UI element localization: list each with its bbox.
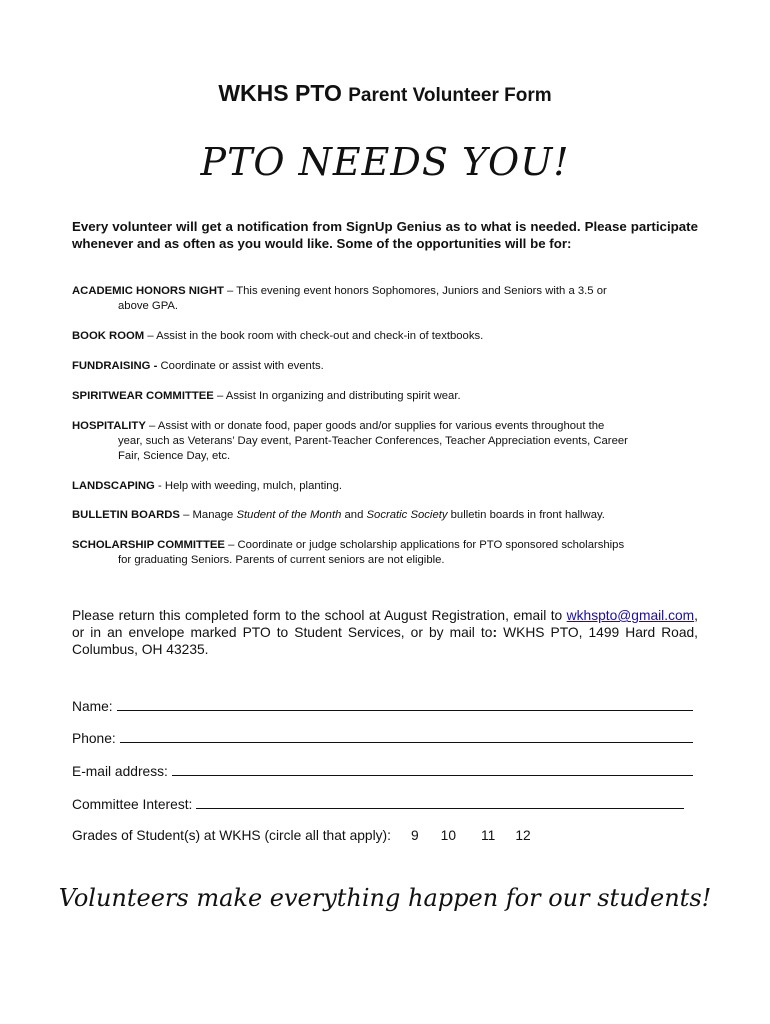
opportunity-name: ACADEMIC HONORS NIGHT	[72, 285, 224, 297]
opportunity-description-cont: for graduating Seniors. Parents of current seniors are not eligible.	[118, 554, 445, 566]
opportunity-name: FUNDRAISING -	[72, 360, 158, 372]
opportunity-name: SCHOLARSHIP COMMITTEE	[72, 539, 225, 551]
opportunity-description: Coordinate or assist with events.	[160, 360, 324, 372]
headline: PTO NEEDS YOU!	[200, 140, 570, 184]
phone-label: Phone:	[72, 731, 116, 746]
opportunity-description: Assist with or donate food, paper goods and/or supplies for various events throughout the	[157, 420, 605, 432]
phone-input-line[interactable]	[120, 729, 693, 743]
opportunity-spiritwear: SPIRITWEAR COMMITTEE – Assist In organizing and distributing spirit wear.	[72, 390, 461, 402]
opportunity-description: This evening event honors Sophomores, Juniors and Seniors with a 3.5 or	[236, 285, 607, 297]
phone-field	[72, 729, 693, 748]
form-title	[0, 80, 770, 107]
return-instructions: Please return this completed form to the school at August Registration, email to wkhspto@gmail.com, or in an envelope marked PTO to Student Services, or by mail to: WKHS PTO, 1499 Hard Road, Columbus, OH 43235.	[72, 608, 699, 657]
socratic-society-text: Socratic Society	[366, 509, 448, 521]
opportunity-description-cont: Fair, Science Day, etc.	[118, 450, 231, 462]
opportunity-description: Assist in the book room with check-out and check-in of textbooks.	[156, 330, 484, 342]
name-field	[72, 697, 693, 716]
opportunity-fundraising	[72, 359, 698, 374]
opportunity-name: HOSPITALITY	[72, 420, 146, 432]
opportunity-description: Help with weeding, mulch, planting.	[164, 480, 342, 492]
email-label: E-mail address:	[72, 764, 168, 779]
opportunity-name: BOOK ROOM	[72, 330, 145, 342]
grades-label: Grades of Student(s) at WKHS (circle all that apply):	[72, 828, 391, 843]
email-link[interactable]: wkhspto@gmail.com	[566, 608, 695, 623]
grade-option-12[interactable]: 12	[515, 828, 531, 843]
opportunity-landscaping: LANDSCAPING - Help with weeding, mulch, planting.	[72, 480, 342, 492]
opportunity-hospitality: HOSPITALITY – Assist with or donate food, paper goods and/or supplies for various events throughout the year, such as Veterans’ Day event, Parent-Teacher Conferences, Teacher Appreciation events, Career Fair, Science Day, etc.	[72, 419, 698, 464]
opportunity-bulletin-boards: BULLETIN BOARDS – Manage Student of the Month and Socratic Society bulletin boards in front hallway.	[72, 509, 605, 521]
committee-input-line[interactable]	[196, 795, 684, 809]
opportunity-scholarship: SCHOLARSHIP COMMITTEE – Coordinate or judge scholarship applications for PTO sponsored scholarships for graduating Seniors. Parents of current seniors are not eligible.	[72, 538, 698, 568]
grades-field	[72, 828, 531, 843]
email-field	[72, 762, 693, 781]
email-input-line[interactable]	[172, 762, 693, 776]
committee-label: Committee Interest:	[72, 797, 193, 812]
opportunity-book-room: BOOK ROOM – Assist in the book room with check-out and check-in of textbooks.	[72, 330, 484, 342]
opportunity-description: Assist In organizing and distributing spirit wear.	[225, 390, 461, 402]
opportunity-name: BULLETIN BOARDS	[72, 509, 180, 521]
name-label: Name:	[72, 699, 113, 714]
student-of-month-text: Student of the Month	[236, 509, 342, 521]
opportunity-academic-honors: ACADEMIC HONORS NIGHT – This evening event honors Sophomores, Juniors and Seniors with a 3.5 or above GPA.	[72, 284, 698, 314]
grade-option-10[interactable]: 10	[440, 828, 457, 843]
form-title-sub: Parent Volunteer Form	[348, 85, 552, 106]
opportunity-description-cont: above GPA.	[118, 300, 179, 312]
opportunity-description-cont: year, such as Veterans’ Day event, Parent-Teacher Conferences, Teacher Appreciation events, Career	[118, 435, 628, 447]
grade-option-9[interactable]: 9	[410, 828, 419, 843]
form-title-main: WKHS PTO	[218, 80, 342, 106]
footer-slogan: Volunteers make everything happen for our students!	[58, 884, 712, 912]
opportunity-name: LANDSCAPING	[72, 480, 155, 492]
grade-option-11[interactable]: 11	[481, 828, 496, 843]
opportunity-description: Coordinate or judge scholarship applications for PTO sponsored scholarships	[237, 539, 625, 551]
intro-paragraph: Every volunteer will get a notification from SignUp Genius as to what is needed. Please participate whenever and as often as you would like. Some of the opportunities will be for:	[72, 219, 698, 251]
committee-field	[72, 795, 684, 814]
opportunity-name: SPIRITWEAR COMMITTEE	[72, 390, 214, 402]
name-input-line[interactable]	[117, 697, 693, 711]
